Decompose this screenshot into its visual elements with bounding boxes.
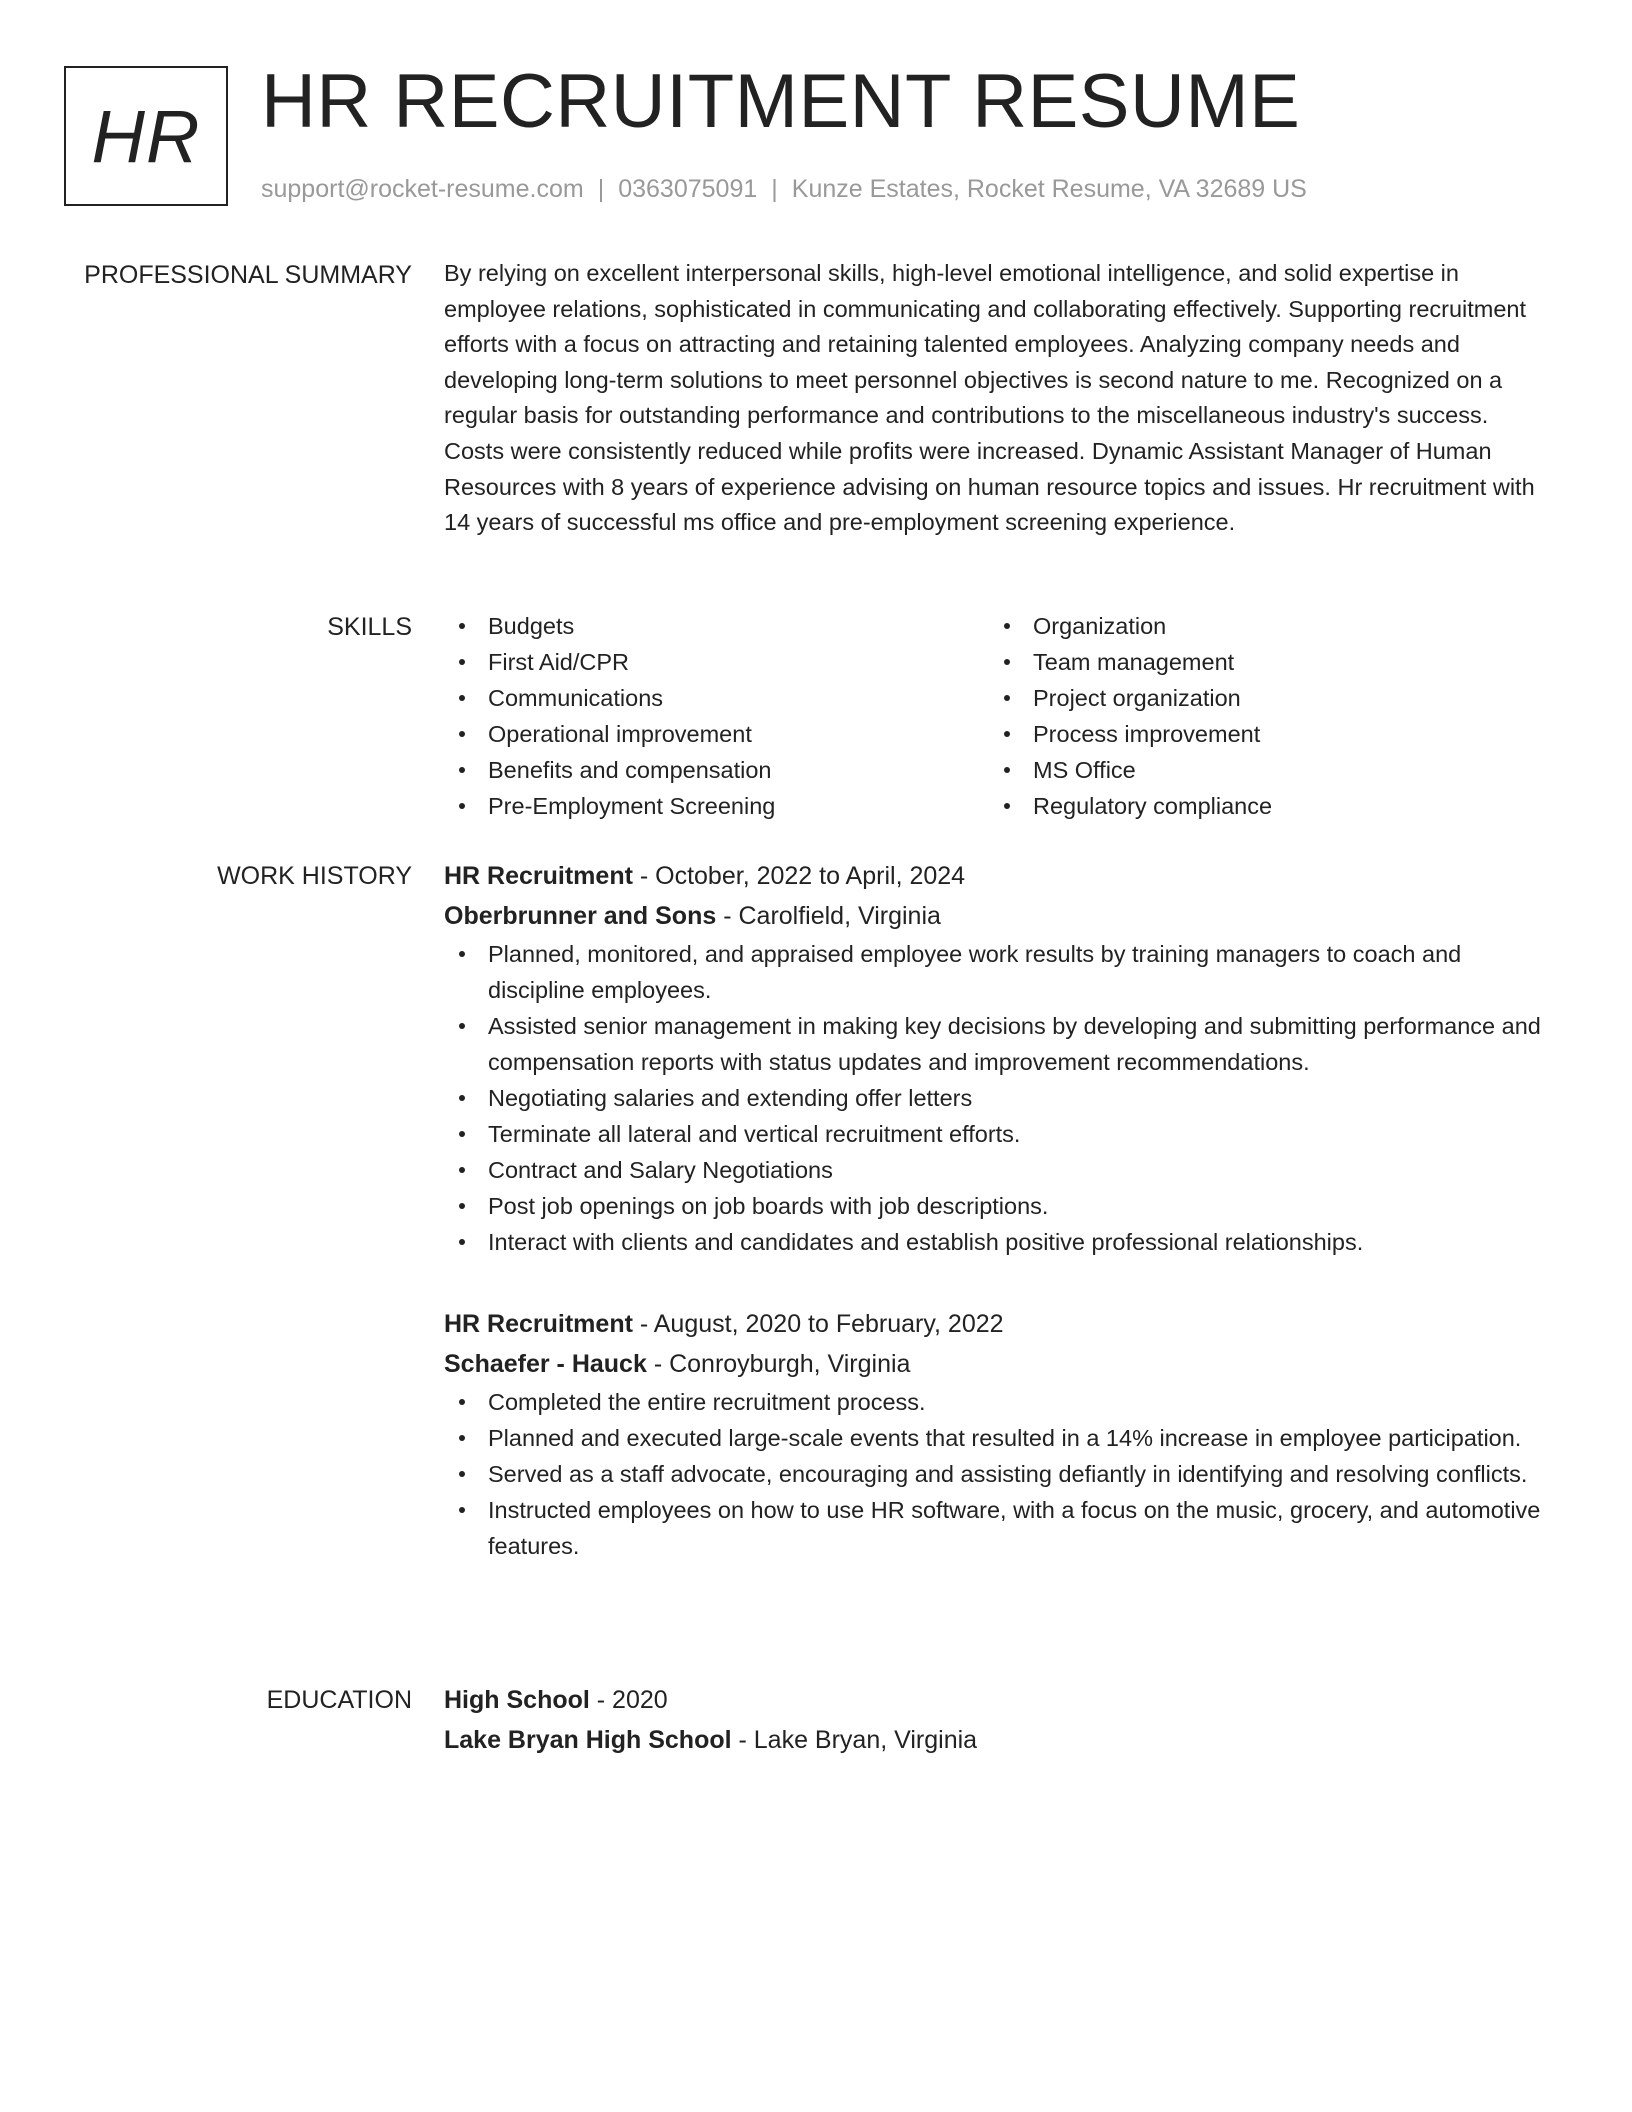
skill-item: Pre-Employment Screening [444,788,989,824]
job-bullet: Interact with clients and candidates and establish positive professional relationships. [444,1224,1554,1260]
job-bullet: Assisted senior management in making key decisions by developing and submitting performance and compensation reports with status updates and improvement recommendations. [444,1008,1554,1080]
education-body [444,1680,1554,1760]
skill-item: Operational improvement [444,716,989,752]
education-school-line [444,1720,1554,1760]
skills-label: SKILLS [327,613,412,641]
education-label: EDUCATION [266,1686,412,1714]
job-company: Oberbrunner and Sons [444,902,717,930]
job-bullet: Contract and Salary Negotiations [444,1152,1554,1188]
job-title: HR Recruitment [444,862,633,890]
job-title-line [444,1304,1554,1344]
job-bullet: Negotiating salaries and extending offer letters [444,1080,1554,1116]
skill-item: Process improvement [989,716,1534,752]
summary-text: By relying on excellent interpersonal skills, high-level emotional intelligence, and solid expertise in employee relations, sophisticated in communicating and collaborating effectively. Supporting recruitment efforts with a focus on attracting and retaining talented employees. Analyzing company needs and developing long-term solutions to meet personnel objectives is second nature to me. Recognized on a regular basis for outstanding performance and contributions to the miscellaneous industry's success. Costs were consistently reduced while profits were increased. Dynamic Assistant Manager of Human Resources with 8 years of experience advising on human resource topics and issues. Hr recruitment with 14 years of successful ms office and pre-employment screening experience. [444,260,1535,536]
job-title: HR Recruitment [444,1310,633,1338]
job-bullet: Served as a staff advocate, encouraging and assisting defiantly in identifying and resolving conflicts. [444,1456,1554,1492]
job-bullet: Completed the entire recruitment process. [444,1384,1554,1420]
skills-body [444,608,1554,824]
skill-item: First Aid/CPR [444,644,989,680]
skills-list-left [444,608,989,824]
job-location: - Conroyburgh, Virginia [646,1350,911,1378]
education-school: Lake Bryan High School [444,1726,732,1754]
job-bullet: Planned and executed large-scale events that resulted in a 14% increase in employee participation. [444,1420,1554,1456]
skill-item: Organization [989,608,1534,644]
job-bullet: Planned, monitored, and appraised employee work results by training managers to coach and discipline employees. [444,936,1554,1008]
job-bullet: Post job openings on job boards with job descriptions. [444,1188,1554,1224]
job-company: Schaefer - Hauck [444,1350,647,1378]
job-bullet: Terminate all lateral and vertical recruitment efforts. [444,1116,1554,1152]
job-dates: - October, 2022 to April, 2024 [632,862,966,890]
job-company-line [444,1344,1554,1384]
contact-separator: | [771,175,778,203]
skill-item: Team management [989,644,1534,680]
job-entry [444,1304,1554,1564]
work-body [444,856,1554,1564]
job-dates: - August, 2020 to February, 2022 [632,1310,1004,1338]
resume-title: HR RECRUITMENT RESUME [261,59,1301,144]
contact-line [261,172,1307,206]
job-bullets [444,936,1554,1260]
job-company-line [444,896,1554,936]
skill-item: MS Office [989,752,1534,788]
contact-phone: 0363075091 [618,175,758,203]
skill-item: Budgets [444,608,989,644]
education-degree: High School [444,1686,590,1714]
job-bullet: Instructed employees on how to use HR software, with a focus on the music, grocery, and automotive features. [444,1492,1554,1564]
work-label: WORK HISTORY [217,862,412,890]
skill-item: Project organization [989,680,1534,716]
education-year: - 2020 [589,1686,668,1714]
skill-item: Communications [444,680,989,716]
education-location: - Lake Bryan, Virginia [731,1726,978,1754]
job-location: - Carolfield, Virginia [716,902,941,930]
skills-list-right [989,608,1534,824]
education-degree-line [444,1680,1554,1720]
job-entry [444,856,1554,1260]
summary-body [444,256,1554,541]
monogram-box [64,66,228,206]
skill-item: Benefits and compensation [444,752,989,788]
monogram-text: HR [91,94,201,178]
job-bullets [444,1384,1554,1564]
skill-item: Regulatory compliance [989,788,1534,824]
job-title-line [444,856,1554,896]
summary-label: PROFESSIONAL SUMMARY [84,261,412,289]
contact-email: support@rocket-resume.com [261,175,584,203]
contact-address: Kunze Estates, Rocket Resume, VA 32689 US [791,175,1307,203]
contact-separator: | [597,175,605,203]
